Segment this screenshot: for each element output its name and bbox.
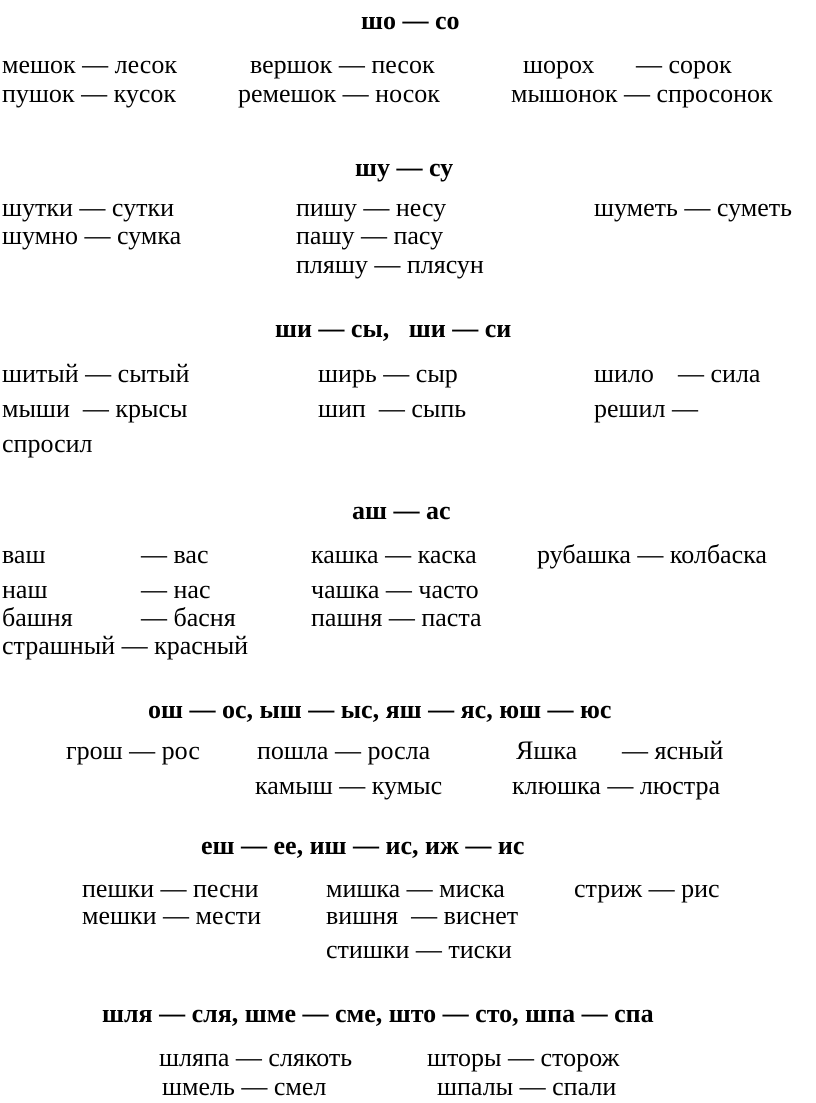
- word-pair: вишня — виснет: [326, 901, 519, 930]
- word-pair: пешки — песни: [82, 874, 259, 903]
- word-pair: башня: [2, 603, 73, 632]
- word-pair: наш: [2, 575, 48, 604]
- section-heading-shi-sy-shi-si: ши — сы, ши — си: [275, 314, 512, 343]
- word-pair: спросил: [2, 429, 93, 458]
- word-pair: — ясный: [622, 736, 724, 765]
- word-pair: шип — сыпь: [318, 394, 467, 423]
- word-pair: пушок — кусок: [2, 79, 177, 108]
- word-pair: чашка — часто: [311, 575, 479, 604]
- word-pair: пашу — пасу: [296, 221, 444, 250]
- word-pair: шмель — смел: [162, 1072, 327, 1101]
- section-heading-shlya-slya: шля — сля, шме — сме, што — сто, шпа — спа: [102, 999, 654, 1028]
- section-heading-shu-su: шу — су: [355, 153, 454, 182]
- section-heading-ash-as: аш — ас: [352, 496, 451, 525]
- word-pair: стишки — тиски: [326, 935, 512, 964]
- word-pair: пошла — росла: [257, 736, 431, 765]
- word-pair: стриж — рис: [574, 874, 720, 903]
- word-pair: — нас: [141, 575, 211, 604]
- section-heading-esh-ee: еш — ее, иш — ис, иж — ис: [201, 831, 525, 860]
- word-pair: грош — рос: [66, 736, 200, 765]
- word-pair: мешок — лесок: [2, 50, 177, 79]
- word-pair: ваш: [2, 540, 46, 569]
- word-pair: — сорок: [636, 50, 732, 79]
- word-pair: — сила: [678, 359, 761, 388]
- word-pair: кашка — каска: [311, 540, 477, 569]
- word-pair: шитый — сытый: [2, 359, 190, 388]
- word-pair: решил —: [594, 394, 698, 423]
- word-pair: страшный — красный: [2, 631, 249, 660]
- word-pair: Яшка: [516, 736, 578, 765]
- word-pair: — вас: [141, 540, 209, 569]
- word-pair: пляшу — плясун: [296, 250, 484, 279]
- word-pair: клюшка — люстра: [512, 771, 720, 800]
- section-heading-osh-os: ош — ос, ыш — ыс, яш — яс, юш — юс: [148, 695, 612, 724]
- word-pair: камыш — кумыс: [255, 771, 443, 800]
- word-pair: пишу — несу: [296, 193, 447, 222]
- word-pair: шорох: [523, 50, 595, 79]
- word-pair: шпалы — спали: [437, 1072, 617, 1101]
- word-pair: шило: [594, 359, 654, 388]
- word-pair: мышонок — спросонок: [511, 79, 773, 108]
- word-pair: мишка — миска: [326, 874, 505, 903]
- word-pair: шторы — сторож: [427, 1043, 620, 1072]
- word-pair: шутки — сутки: [2, 193, 175, 222]
- word-pair: шумно — сумка: [2, 221, 182, 250]
- word-pair: шуметь — суметь: [594, 193, 792, 222]
- word-pair: шляпа — слякоть: [159, 1043, 353, 1072]
- word-pair: рубашка — колбаска: [537, 540, 767, 569]
- word-pair: ширь — сыр: [318, 359, 458, 388]
- word-pair: мыши — крысы: [2, 394, 188, 423]
- section-heading-sho-so: шо — со: [361, 6, 460, 35]
- word-pair: вершок — песок: [250, 50, 435, 79]
- word-pair: мешки — мести: [82, 901, 262, 930]
- word-pair: — басня: [141, 603, 236, 632]
- word-pair: ремешок — носок: [238, 79, 440, 108]
- word-pair: пашня — паста: [311, 603, 482, 632]
